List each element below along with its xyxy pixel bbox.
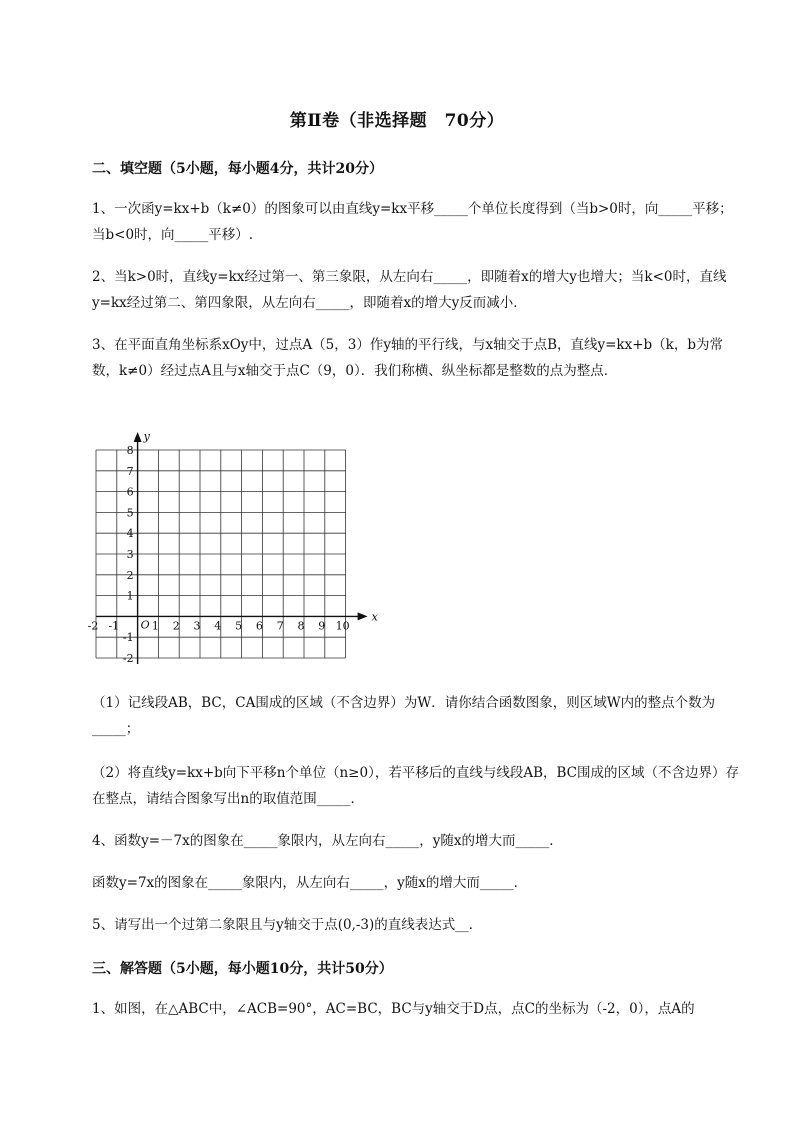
y-tick-label: 2 [126, 568, 134, 582]
page-title: 第Ⅱ卷（非选择题 70分） [289, 111, 505, 131]
origin-label: O [140, 618, 150, 632]
x-tick-label: 6 [255, 619, 263, 633]
axes [96, 432, 368, 664]
y-tick-label: 5 [126, 506, 134, 520]
section3-question-1: 1、如图，在△ABC中，∠ACB=90°，AC=BC，BC与y轴交于D点，点C的坐标为（-2，0），点A的 [92, 1001, 695, 1017]
x-tick-label: 9 [318, 619, 326, 633]
y-tick-label: 3 [126, 548, 134, 561]
question-3-part-1: （1）记线段AB，BC，CA围成的区域（不含边界）为W．请你结合函数图象，则区域W内的整点个数为_____； [92, 695, 716, 737]
question-4-line-1: 4、函数y=－7x的图象在_____象限内，从左向右_____，y随x的增大而_____． [92, 833, 563, 849]
x-axis-arrow [358, 612, 368, 620]
y-tick-label: 8 [126, 444, 134, 457]
x-tick-label: 2 [172, 619, 180, 633]
y-tick-label: 7 [126, 464, 134, 478]
x-tick-label: 10 [335, 619, 350, 633]
x-tick-label: 7 [276, 619, 284, 633]
y-axis-arrow [134, 432, 142, 442]
y-tick-label: -1 [122, 631, 134, 645]
question-5: 5、请写出一个过第二象限且与y轴交于点(0,-3)的直线表达式__． [92, 917, 483, 933]
x-tick-label: -1 [108, 619, 120, 633]
y-tick-label: 4 [126, 527, 134, 541]
y-axis-label: y [143, 430, 150, 443]
x-tick-label: 1 [151, 619, 159, 633]
x-tick-label: 5 [235, 619, 243, 633]
question-4-line-2: 函数y=7x的图象在_____象限内，从左向右_____，y随x的增大而_____． [92, 875, 528, 891]
x-tick-label: 8 [297, 619, 305, 633]
question-1: 1、一次函y=kx+b（k≠0）的图象可以由直线y=kx平移_____个单位长度得到（当b>0时，向_____平移；当b<0时，向_____平移）. [92, 201, 733, 243]
section-heading-fill-in: 二、填空题（5小题，每小题4分，共计20分） [92, 161, 383, 177]
y-tick-label: -2 [122, 652, 134, 665]
section-heading-answers: 三、解答题（5小题，每小题10分，共计50分） [92, 961, 393, 977]
y-tick-label: 1 [126, 589, 134, 603]
question-3-part-2: （2）将直线y=kx+b向下平移n个单位（n≥0），若平移后的直线与线段AB，BC围成的区域（不含边界）存在整点，请结合图象写出n的取值范围_____． [92, 765, 739, 807]
x-tick-label: 4 [214, 619, 222, 633]
grid-labels [88, 430, 379, 665]
x-tick-label: -2 [87, 619, 99, 633]
coordinate-grid [86, 428, 386, 678]
y-tick-label: 6 [126, 485, 134, 499]
question-2: 2、当k>0时，直线y=kx经过第一、第三象限，从左向右_____，即随着x的增大y也增大；当k<0时，直线y=kx经过第二、第四象限，从左向右_____，即随着x的增大y反而减小． [92, 269, 727, 311]
question-3: 3、在平面直角坐标系xOy中，过点A（5，3）作y轴的平行线，与x轴交于点B，直线y=kx+b（k，b为常数，k≠0）经过点A且与x轴交于点C（9，0）．我们称横、纵坐标都是整数的点为整点． [92, 337, 723, 379]
x-axis-label: x [371, 610, 378, 624]
x-tick-label: 3 [193, 619, 201, 633]
